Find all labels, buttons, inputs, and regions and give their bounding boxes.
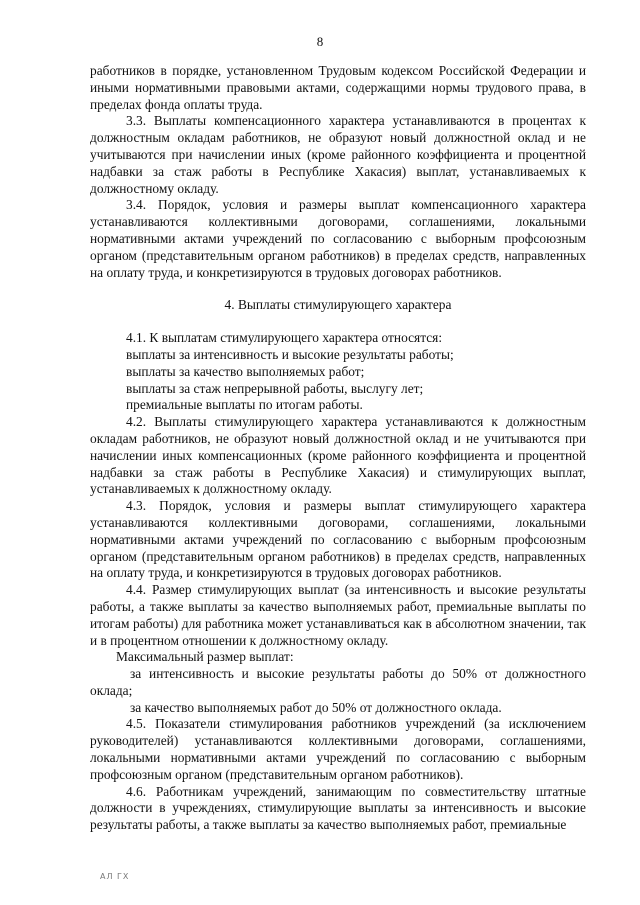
list-item: выплаты за качество выполняемых работ; <box>126 363 365 379</box>
list-item: выплаты за стаж непрерывной работы, выслугу лет; <box>126 380 424 396</box>
paragraph-4-4: 4.4. Размер стимулирующих выплат (за интенсивность и высокие результаты работы, а также выплаты за качество выполняемых работ, премиальные выплаты по итогам работы) для работника может устанавливаться как в абсолютном значении, так и в процентном отношении к должностному окладу. <box>90 582 586 648</box>
paragraph-4-2: 4.2. Выплаты стимулирующего характера устанавливаются к должностным окладам работников, не образуют новый должностной оклад и не учитываются при начислении иных компенсационных (кроме районного коэффициента и процентной надбавки за стаж работы в Республике Хакасия) и стимулирующих выплат, устанавливаемых к должностному окладу. <box>90 414 586 497</box>
paragraph-4-6: 4.6. Работникам учреждений, занимающим по совместительству штатные должности в учреждениях, стимулирующие выплаты за интенсивность и высокие результаты работы, а также выплаты за качество выполняемых работ, премиальные <box>90 783 586 833</box>
paragraph-3-3: 3.3. Выплаты компенсационного характера устанавливаются в процентах к должностным окладам работников, не образуют новый должностной оклад и не учитываются при начислении иных (кроме районного коэффициента и процентной надбавки за стаж работы в Республике Хакасия) выплат, устанавливаемых к должностному окладу. <box>90 113 586 196</box>
max-item: за качество выполняемых работ до 50% от должностного оклада. <box>130 699 502 715</box>
paragraph-continuation: работников в порядке, установленном Трудовым кодексом Российской Федерации и иными нормативными правовыми актами, содержащими нормы трудового права, в пределах фонда оплаты труда. <box>90 63 586 112</box>
paragraph-3-4: 3.4. Порядок, условия и размеры выплат компенсационного характера устанавливаются коллективными договорами, соглашениями, локальными нормативными актами учреждений по согласованию с выборным профсоюзным органом (представительным органом работников) в пределах средств, направленных на оплату труда, и конкретизируются в трудовых договорах работников. <box>90 197 586 280</box>
list-item: выплаты за интенсивность и высокие результаты работы; <box>126 346 454 362</box>
footer-mark: АЛ ГХ <box>100 872 130 881</box>
document-body <box>90 63 586 834</box>
paragraph-4-5: 4.5. Показатели стимулирования работников учреждений (за исключением руководителей) устанавливаются коллективными договорами, соглашениями, локальными нормативными актами учреждений по согласованию с выборным профсоюзным органом (представительным органом работников). <box>90 716 586 782</box>
list-item: премиальные выплаты по итогам работы. <box>126 397 363 413</box>
max-size-label: Максимальный размер выплат: <box>116 649 294 665</box>
max-item: за интенсивность и высокие результаты работы до 50% от должностного оклада; <box>90 666 586 698</box>
page-number: 8 <box>316 34 324 49</box>
paragraph-4-3: 4.3. Порядок, условия и размеры выплат стимулирующего характера устанавливаются коллективными договорами, соглашениями, локальными нормативными актами учреждений по согласованию с выборным профсоюзным органом (представительным органом работников) в пределах средств, направленных на оплату труда, и конкретизируются в трудовых договорах работников. <box>90 498 586 581</box>
section-heading: 4. Выплаты стимулирующего характера <box>224 297 452 313</box>
paragraph-4-1: 4.1. К выплатам стимулирующего характера относятся: <box>126 330 443 346</box>
